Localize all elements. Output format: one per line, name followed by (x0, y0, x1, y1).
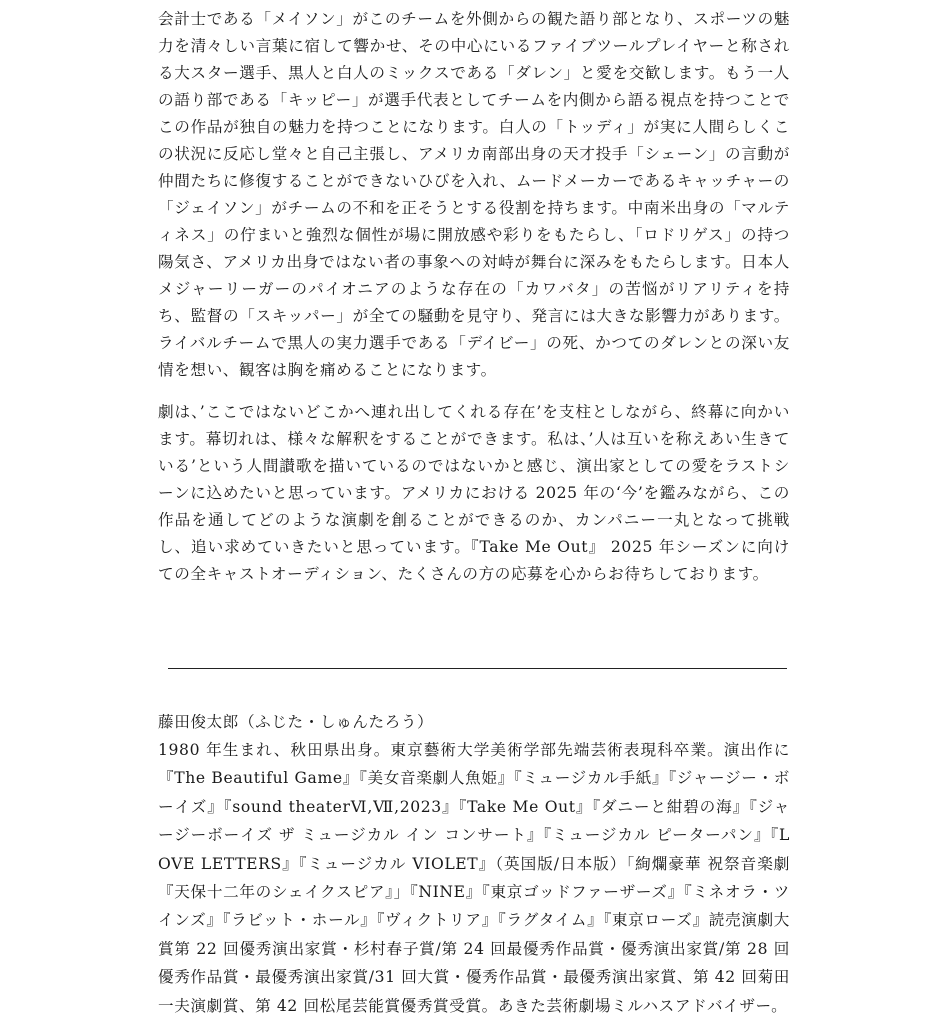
director-profile (158, 708, 790, 1020)
profile-bio: 1980 年生まれ、秋田県出身。東京藝術大学美術学部先端芸術表現科卒業。演出作に『The Beautiful Game』『美女音楽劇人魚姫』『ミュージカル手紙』『ジャージー・ボーイズ』『sound theaterⅥ,Ⅶ,2023』『Take Me Out』『ダニーと紺碧の海』『ジャージーボーイズ ザ ミュージカル イン コンサート』『ミュージカル ピーターパン』『LOVE LETTERS』『ミュージカル VIOLET』（英国版/日本版）「絢爛豪華 祝祭音楽劇『天保十二年のシェイクスピア』」『NINE』『東京ゴッドファーザーズ』『ミネオラ・ツインズ』『ラビット・ホール』『ヴィクトリア』『ラグタイム』『東京ローズ』読売演劇大賞第 22 回優秀演出家賞・杉村春子賞/第 24 回最優秀作品賞・優秀演出家賞/第 28 回優秀作品賞・最優秀演出家賞/31 回大賞・優秀作品賞・最優秀演出家賞、第 42 回菊田一夫演劇賞、第 42 回松尾芸能賞優秀賞受賞。あきた芸術劇場ミルハスアドバイザー。 (158, 741, 790, 1015)
profile-name: 藤田俊太郎（ふじた・しゅんたろう） (158, 713, 434, 731)
article-body (158, 6, 790, 588)
paragraph-ending: 劇は、’ここではないどこかへ連れ出してくれる存在’を支柱としながら、終幕に向かいます。幕切れは、様々な解釈をすることができます。私は、’人は互いを称えあい生きている’という人間讃歌を描いているのではないかと感じ、演出家としての愛をラストシーンに込めたいと思っています。アメリカにおける 2025 年の‘今’を鑑みながら、この作品を通してどのような演劇を創ることができるのか、カンパニー一丸となって挑戦し、追い求めていきたいと思っています。『Take Me Out』 2025 年シーズンに向けての全キャストオーディション、たくさんの方の応募を心からお待ちしております。 (158, 403, 790, 583)
paragraph-characters: 会計士である「メイソン」がこのチームを外側からの観た語り部となり、スポーツの魅力を清々しい言葉に宿して響かせ、その中心にいるファイブツールプレイヤーと称される大スター選手、黒人と白人のミックスである「ダレン」と愛を交歓します。もう一人の語り部である「キッピー」が選手代表としてチームを内側から語る視点を持つことでこの作品が独自の魅力を持つことになります。白人の「トッディ」が実に人間らしくこの状況に反応し堂々と自己主張し、アメリカ南部出身の天才投手「シェーン」の言動が仲間たちに修復することができないひびを入れ、ムードメーカーであるキャッチャーの「ジェイソン」がチームの不和を正そうとする役割を持ちます。中南米出身の「マルティネス」の佇まいと強烈な個性が場に開放感や彩りをもたらし、「ロドリゲス」の持つ陽気さ、アメリカ出身ではない者の事象への対峙が舞台に深みをもたらします。日本人メジャーリーガーのパイオニアのような存在の「カワバタ」の苦悩がリアリティを持ち、監督の「スキッパー」が全ての騒動を見守り、発言には大きな影響力があります。ライバルチームで黒人の実力選手である「デイビー」の死、かつてのダレンとの深い友情を想い、観客は胸を痛めることになります。 (158, 10, 790, 379)
section-divider (168, 668, 787, 669)
